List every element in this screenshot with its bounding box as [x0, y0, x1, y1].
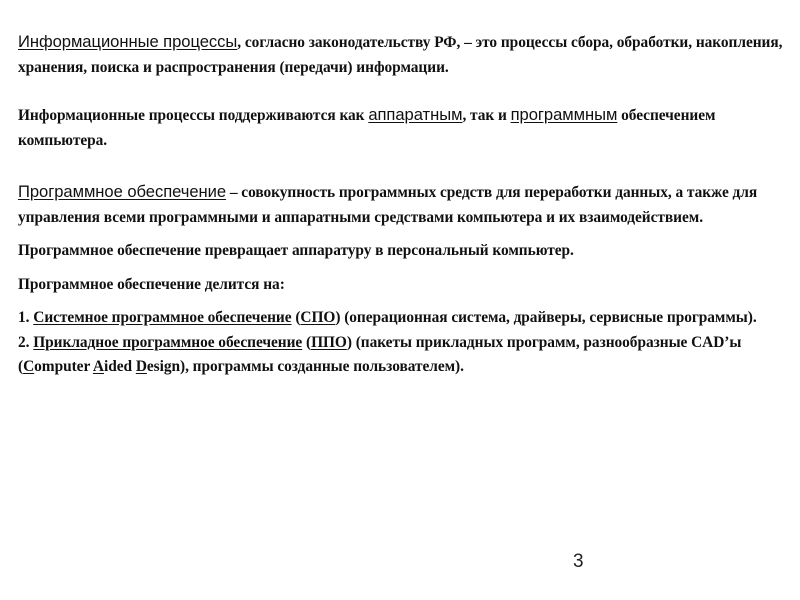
term-system-software: Системное программное обеспечение — [33, 309, 292, 326]
abbr-spo: СПО — [300, 309, 336, 326]
paragraph-transforms: Программное обеспечение превращает аппаратуру в персональный компьютер. — [18, 242, 574, 259]
paragraph-divided: Программное обеспечение делится на: — [18, 275, 285, 293]
list-item-system-software: 1. Системное программное обеспечение (СПО) (операционная система, драйверы, сервисные программы). 2. Прикладное программное обеспечение (ППО) (пакеты прикладных программ, разнообразные CAD’ы (Computer Aided Design), программы созданные пользователем). — [18, 309, 757, 375]
slide-content — [18, 30, 786, 380]
paragraph-support: Информационные процессы поддерживаются как аппаратным, так и программным обеспечением компьютера. — [18, 105, 716, 149]
term-hardware: аппаратным — [368, 105, 463, 124]
paragraph-definition: Информационные процессы, согласно законодательству РФ, – это процессы сбора, обработки, накопления, хранения, поиска и распространения (передачи) информации. — [18, 32, 783, 76]
abbr-ppo: ППО — [311, 333, 347, 351]
page-number: 3 — [573, 551, 584, 572]
paragraph-software-definition: Программное обеспечение – совокупность программных средств для переработки данных, а также для управления всеми программными и аппаратными средствами компьютера и их взаимодействием. — [18, 182, 758, 226]
term-software: программным — [510, 105, 618, 124]
term-application-software: Прикладное программное обеспечение — [33, 333, 303, 351]
term-information-processes: Информационные процессы — [18, 32, 238, 51]
term-program-software: Программное обеспечение — [18, 182, 227, 201]
